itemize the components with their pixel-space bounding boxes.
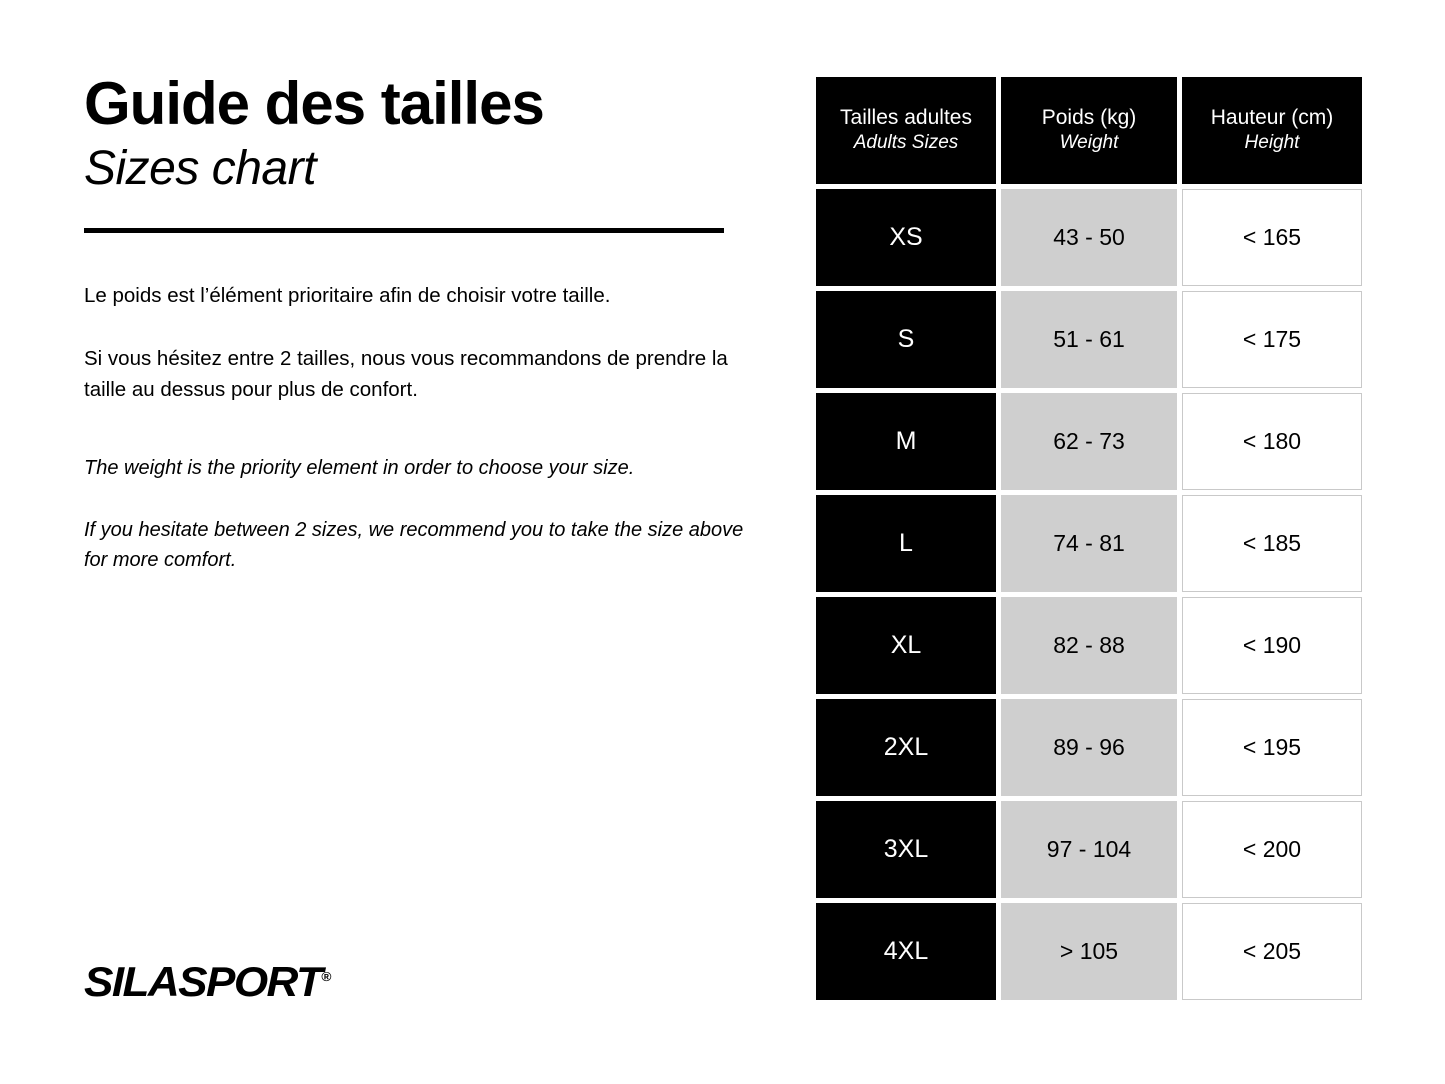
cell-height: < 175 <box>1182 291 1362 388</box>
table-row <box>816 597 1362 694</box>
note-fr-2: Si vous hésitez entre 2 tailles, nous vous recommandons de prendre la taille au dessus pour plus de confort. <box>84 346 728 401</box>
cell-height: < 185 <box>1182 495 1362 592</box>
table-header-row <box>816 77 1362 184</box>
cell-size: 4XL <box>816 903 996 1000</box>
table-row <box>816 189 1362 286</box>
cell-weight: 74 - 81 <box>1001 495 1177 592</box>
cell-size: XL <box>816 597 996 694</box>
table-row <box>816 291 1362 388</box>
cell-height: < 205 <box>1182 903 1362 1000</box>
cell-size: L <box>816 495 996 592</box>
table-header-size-fr: Tailles adultes <box>840 106 972 130</box>
table-header-weight <box>1001 77 1177 184</box>
table-row <box>816 699 1362 796</box>
note-fr-1: Le poids est l’élément prioritaire afin de choisir votre taille. <box>84 284 611 308</box>
title-divider <box>84 228 724 233</box>
cell-weight: > 105 <box>1001 903 1177 1000</box>
cell-size: S <box>816 291 996 388</box>
cell-size: XS <box>816 189 996 286</box>
table-row <box>816 801 1362 898</box>
cell-weight: 43 - 50 <box>1001 189 1177 286</box>
note-en-2: If you hesitate between 2 sizes, we recommend you to take the size above for more comfort. <box>84 519 744 572</box>
cell-size: M <box>816 393 996 490</box>
cell-weight: 97 - 104 <box>1001 801 1177 898</box>
cell-height: < 180 <box>1182 393 1362 490</box>
cell-size: 2XL <box>816 699 996 796</box>
table-header-weight-en: Weight <box>1059 132 1119 154</box>
table-header-weight-fr: Poids (kg) <box>1041 106 1137 130</box>
sizes-table <box>816 77 1362 1005</box>
table-row <box>816 495 1362 592</box>
table-row <box>816 393 1362 490</box>
left-column <box>84 72 744 575</box>
cell-height: < 195 <box>1182 699 1362 796</box>
table-row <box>816 903 1362 1000</box>
cell-size: 3XL <box>816 801 996 898</box>
cell-weight: 62 - 73 <box>1001 393 1177 490</box>
cell-height: < 165 <box>1182 189 1362 286</box>
cell-weight: 51 - 61 <box>1001 291 1177 388</box>
page-title-fr: Guide des tailles <box>84 70 544 137</box>
table-header-size <box>816 77 996 184</box>
table-header-size-en: Adults Sizes <box>853 132 959 154</box>
cell-height: < 200 <box>1182 801 1362 898</box>
brand-logo-text: SILASPORT <box>84 958 322 1005</box>
table-header-height-en: Height <box>1244 132 1300 154</box>
table-header-height <box>1182 77 1362 184</box>
cell-weight: 82 - 88 <box>1001 597 1177 694</box>
table-header-height-fr: Hauteur (cm) <box>1210 106 1334 130</box>
cell-weight: 89 - 96 <box>1001 699 1177 796</box>
cell-height: < 190 <box>1182 597 1362 694</box>
page-title-en: Sizes chart <box>84 142 316 195</box>
registered-trademark-icon: ® <box>321 969 332 984</box>
brand-logo <box>84 958 331 1006</box>
note-en-1: The weight is the priority element in order to choose your size. <box>84 457 635 480</box>
